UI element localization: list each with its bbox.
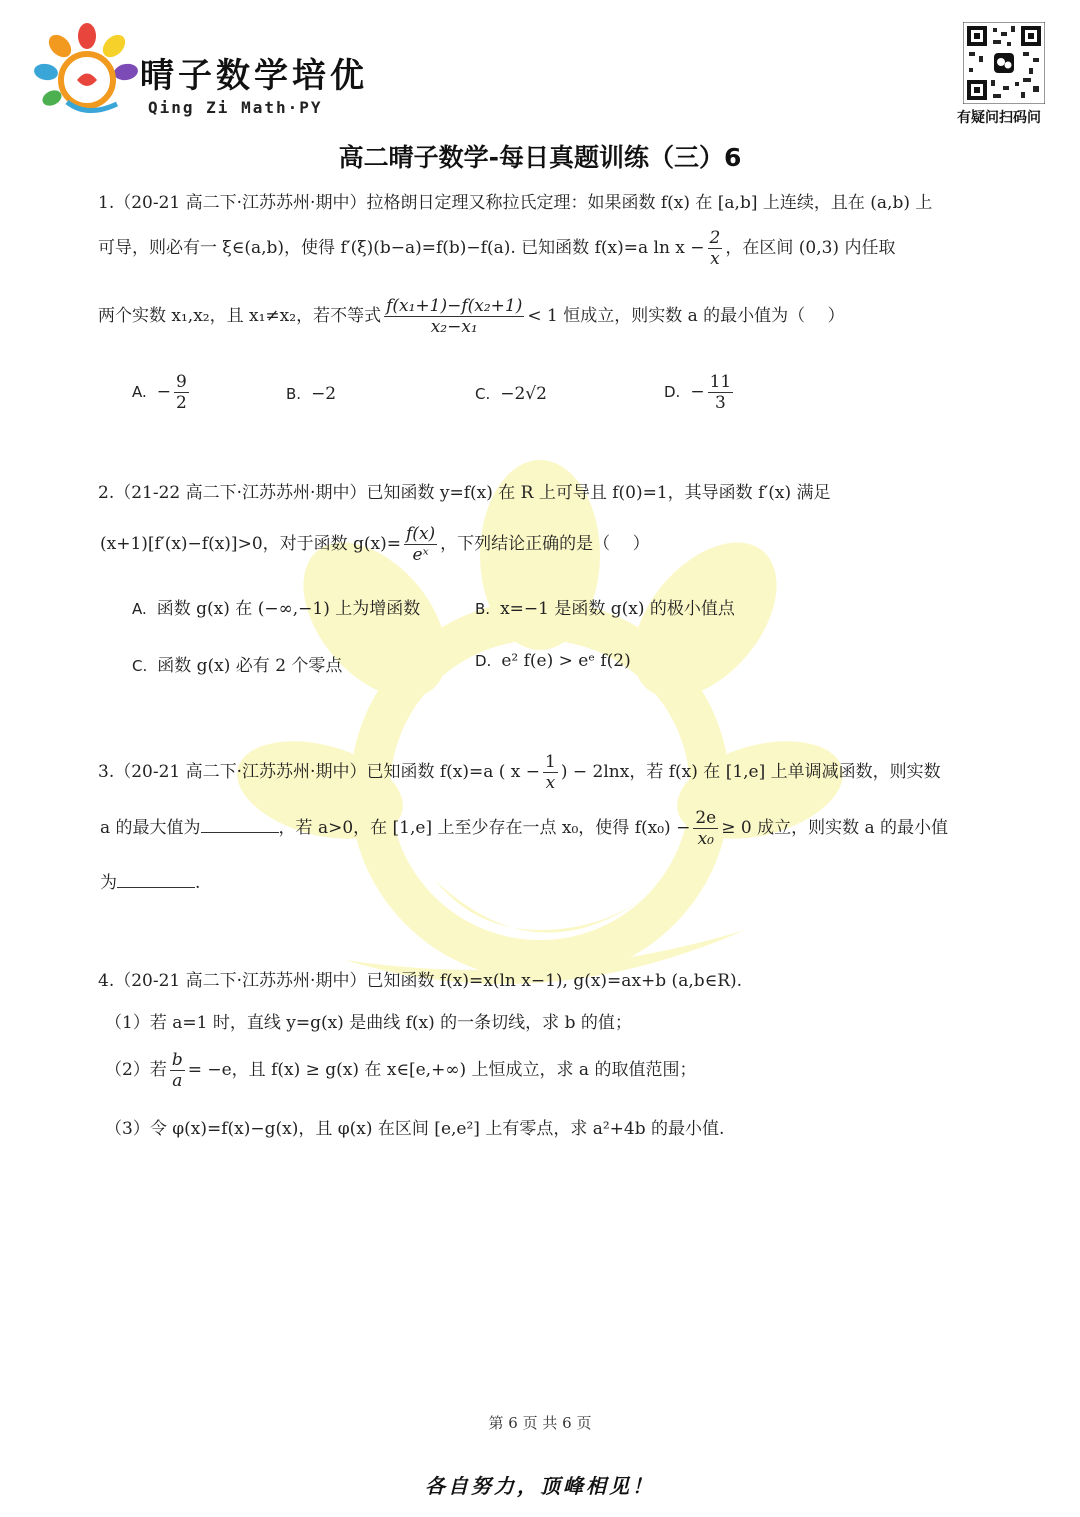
qr-code-icon[interactable] — [963, 22, 1045, 104]
q2-line-1: 2.（21-22 高二下·江苏苏州·期中）已知函数 y=f(x) 在 R 上可导且 f(0)=1，其导函数 f′(x) 满足 — [98, 483, 831, 503]
option-text: −2 — [311, 384, 337, 404]
fraction — [384, 296, 524, 337]
fraction-denominator: a — [172, 1071, 183, 1091]
fraction-numerator: 11 — [709, 372, 732, 392]
q3-line-3 — [100, 870, 200, 896]
q2-option-d[interactable] — [475, 651, 631, 671]
logo-petal — [78, 23, 96, 49]
q3-line-2 — [100, 808, 948, 849]
fraction-numerator: 9 — [176, 372, 187, 392]
option-text: 函数 g(x) 必有 2 个零点 — [157, 656, 343, 676]
option-text: −2√2 — [500, 384, 547, 404]
logo-petal — [113, 62, 139, 82]
option-text: x=−1 是函数 g(x) 的极小值点 — [500, 599, 735, 619]
fraction-denominator: x₂−x₁ — [430, 317, 478, 337]
option-label: C. — [132, 657, 148, 675]
q2-option-c[interactable] — [132, 651, 342, 676]
q1-line-3-text-a: 两个实数 x₁,x₂，且 x₁≠x₂，若不等式 — [98, 306, 382, 326]
fraction-numerator: 1 — [545, 752, 556, 772]
fraction — [708, 228, 723, 269]
fraction-numerator: b — [171, 1050, 183, 1070]
q3-line-1-text-b: ) − 2lnx，若 f(x) 在 [1,e] 上单调减函数，则实数 — [560, 762, 941, 782]
fraction-denominator: x — [545, 773, 556, 793]
q2-option-b[interactable] — [475, 594, 735, 619]
q4-line-1: 4.（20-21 高二下·江苏苏州·期中）已知函数 f(x)=x(ln x−1), g(x)=ax+b (a,b∈R). — [98, 971, 743, 991]
q2-line-2-text-b: ，下列结论正确的是（ ） — [440, 534, 650, 554]
fraction — [404, 524, 437, 565]
q3-line-2-text-b: ，若 a>0，在 [1,e] 上至少存在一点 x₀，使得 f(x₀) − — [278, 818, 691, 838]
brand-name: 晴子数学培优 — [140, 56, 368, 96]
q4-sub-2-text-a: （2）若 — [105, 1060, 167, 1080]
fraction-numerator: 2 — [709, 228, 721, 248]
q1-line-1: 1.（20-21 高二下·江苏苏州·期中）拉格朗日定理又称拉氏定理：如果函数 f(x) 在 [a,b] 上连续，且在 (a,b) 上 — [98, 193, 933, 213]
q1-option-c[interactable] — [475, 384, 547, 404]
fraction-denominator: x₀ — [697, 829, 714, 849]
fraction-numerator: f(x) — [406, 524, 436, 544]
q1-option-a[interactable] — [132, 372, 192, 413]
fraction-denominator: eˣ — [412, 545, 429, 565]
fraction-denominator: 3 — [714, 393, 726, 413]
q1-option-d[interactable] — [664, 372, 736, 413]
option-text: e² f(e) > eᵉ f(2) — [501, 651, 631, 671]
q4-sub-2 — [105, 1050, 696, 1091]
option-label: B. — [286, 385, 302, 403]
q2-option-a[interactable] — [132, 594, 420, 619]
q1-option-b[interactable] — [286, 384, 336, 404]
q1-line-2-text-b: ，在区间 (0,3) 内任取 — [725, 238, 896, 258]
q3-line-1 — [98, 752, 941, 793]
fraction-denominator: 2 — [176, 393, 187, 413]
answer-blank[interactable] — [117, 873, 195, 888]
fraction-numerator: f(x₁+1)−f(x₂+1) — [386, 296, 523, 316]
q4-sub-3: （3）令 φ(x)=f(x)−g(x)，且 φ(x) 在区间 [e,e²] 上有零点，求 a²+4b 的最小值. — [105, 1119, 725, 1139]
fraction — [174, 372, 189, 413]
q2-line-2 — [100, 524, 650, 565]
option-label: D. — [475, 652, 492, 670]
q2-line-2-text-a: (x+1)[f′(x)−f(x)]>0，对于函数 g(x)= — [100, 534, 402, 554]
fraction — [543, 752, 558, 793]
footer-slogan: 各自努力，顶峰相见！ — [425, 1474, 655, 1498]
fraction — [170, 1050, 185, 1091]
logo-petal — [33, 62, 59, 82]
q3-line-2-text-c: ≥ 0 成立，则实数 a 的最小值 — [721, 818, 949, 838]
q1-line-3 — [98, 296, 845, 337]
answer-blank[interactable] — [201, 818, 279, 833]
option-label: A. — [132, 383, 147, 401]
brand-logo-icon — [32, 22, 142, 122]
qr-caption: 有疑问扫码问 — [957, 110, 1041, 126]
q3-line-1-text-a: 3.（20-21 高二下·江苏苏州·期中）已知函数 f(x)=a ( x − — [98, 762, 541, 782]
fraction — [708, 372, 734, 413]
fraction-denominator: x — [710, 249, 720, 269]
page-title: 高二晴子数学-每日真题训练（三）6 — [338, 143, 742, 172]
fraction-numerator: 2e — [695, 808, 717, 828]
q4-sub-2-text-b: = −e，且 f(x) ≥ g(x) 在 x∈[e,+∞) 上恒成立，求 a 的取值范围； — [187, 1060, 697, 1080]
option-text: 函数 g(x) 在 (−∞,−1) 上为增函数 — [156, 599, 421, 619]
q1-line-2 — [98, 228, 895, 269]
q3-line-3-text-a: 为 — [100, 873, 117, 893]
option-label: A. — [132, 600, 147, 618]
q4-sub-1: （1）若 a=1 时，直线 y=g(x) 是曲线 f(x) 的一条切线，求 b 的值； — [105, 1013, 632, 1033]
option-label: D. — [664, 383, 681, 401]
q3-line-2-text-a: a 的最大值为 — [100, 818, 201, 838]
option-label: C. — [475, 385, 491, 403]
page-number: 第 6 页 共 6 页 — [488, 1414, 592, 1432]
brand-subtitle: Qing Zi Math·PY — [148, 98, 323, 117]
option-sign: − — [690, 382, 705, 402]
option-sign: − — [156, 382, 172, 402]
fraction — [693, 808, 718, 849]
q3-line-3-text-b: . — [195, 873, 201, 893]
option-label: B. — [475, 600, 491, 618]
q1-line-2-text-a: 可导，则必有一 ξ∈(a,b)，使得 f′(ξ)(b−a)=f(b)−f(a). 已知函数 f(x)=a ln x − — [98, 238, 705, 258]
q1-line-3-text-b: < 1 恒成立，则实数 a 的最小值为（ ） — [527, 306, 845, 326]
